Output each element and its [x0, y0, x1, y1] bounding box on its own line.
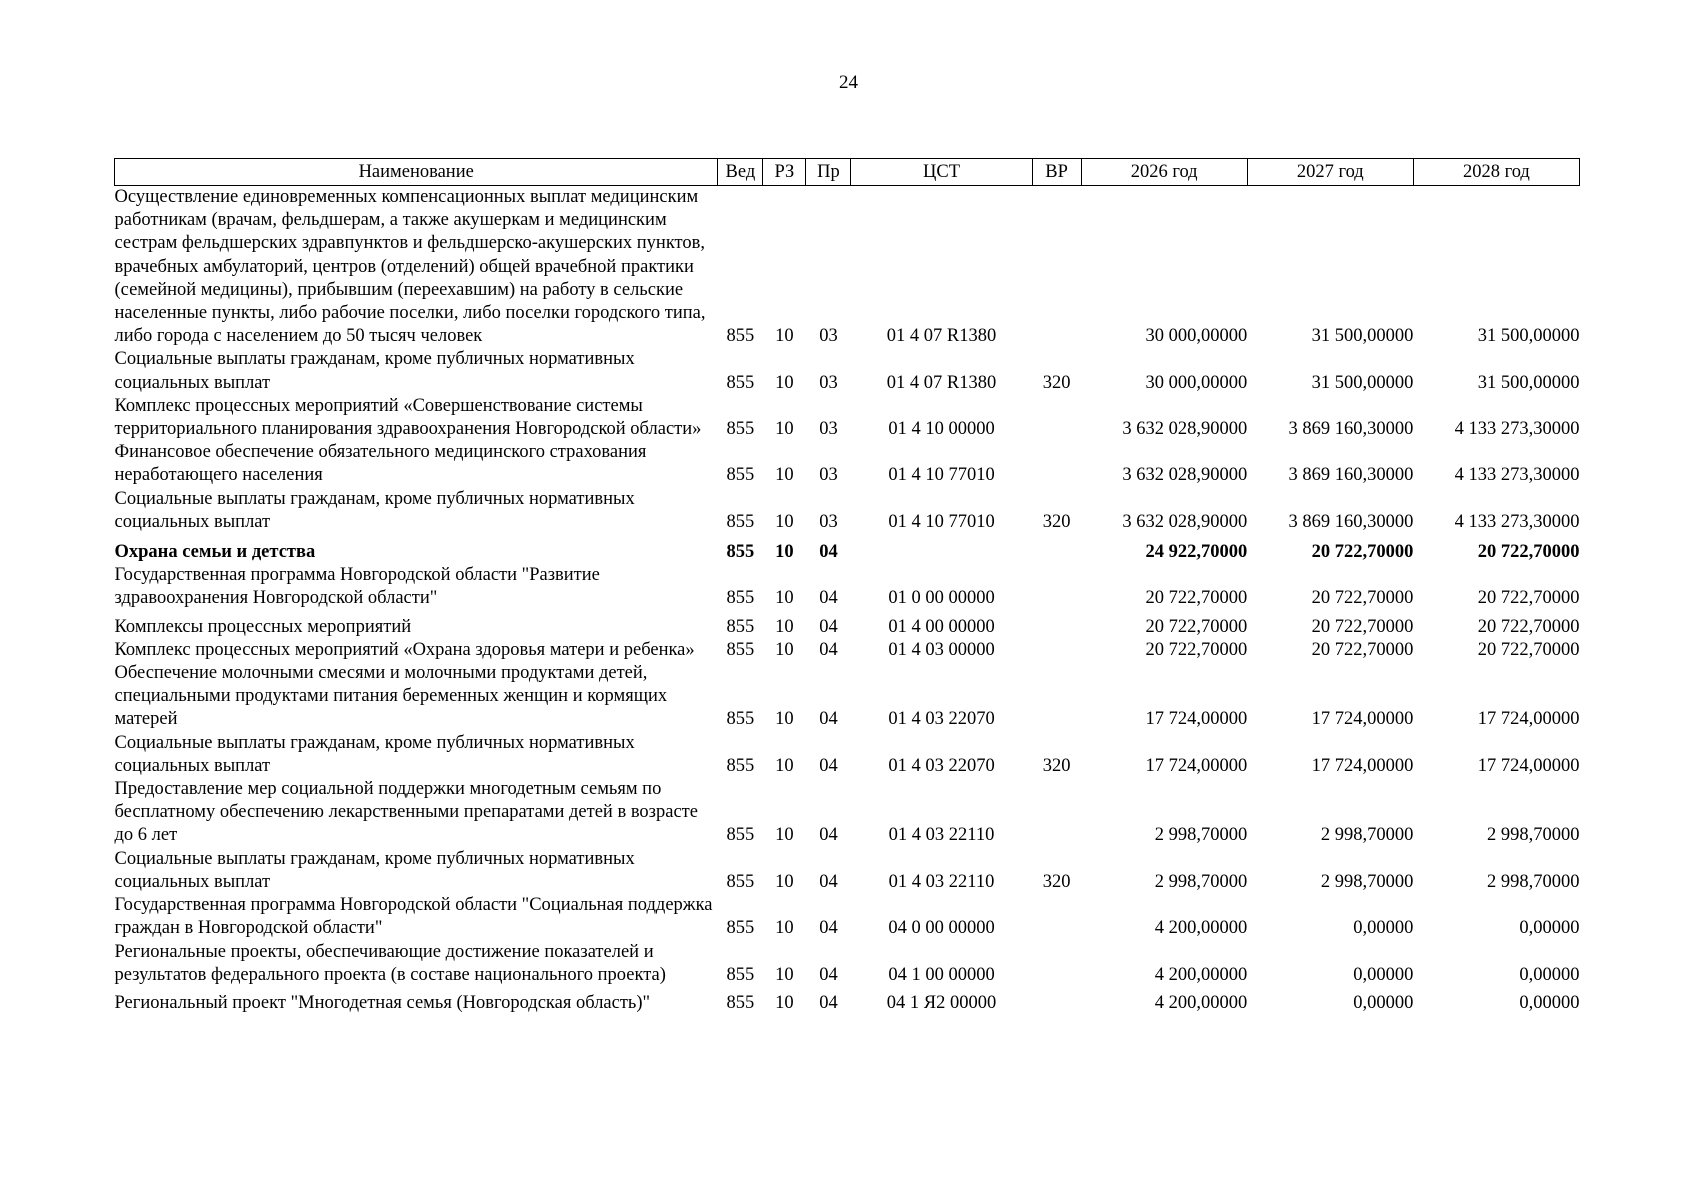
- cell-name: Предоставление мер социальной поддержки многодетным семьям по бесплатному обеспечению лекарственными препаратами детей в возрасте до 6 лет: [114, 779, 698, 846]
- cell-2026: 30 000,00000: [1145, 326, 1248, 347]
- cell-pr: 04: [819, 825, 838, 846]
- cell-vr: [1032, 778, 1081, 848]
- cell-2028: 31 500,00000: [1477, 372, 1580, 393]
- cell-2027: 0,00000: [1353, 992, 1414, 1013]
- cell-cst: 01 4 00 00000: [888, 616, 995, 637]
- cell-pr: 04: [819, 709, 838, 730]
- cell-pr: 03: [819, 511, 838, 532]
- table-row: [115, 564, 1580, 610]
- cell-rz: 10: [775, 326, 794, 347]
- cell-2026: 17 724,00000: [1145, 755, 1248, 776]
- cell-name: Финансовое обеспечение обязательного медицинского страхования неработающего населения: [114, 442, 647, 486]
- cell-cst: 01 4 03 22070: [888, 709, 995, 730]
- cell-2026: 3 632 028,90000: [1122, 465, 1248, 486]
- cell-ved: 855: [726, 639, 755, 660]
- cell-2028: 0,00000: [1519, 918, 1580, 939]
- cell-2028: 20 722,70000: [1477, 616, 1580, 637]
- cell-ved: 855: [726, 755, 755, 776]
- cell-name: Осуществление единовременных компенсационных выплат медицинским работникам (врачам, фельдшерам, а также акушеркам и медицинским сестрам фельдшерских здравпунктов и фельдшерско-акушерских пунктов, врачебных амбулаторий, центров (отделений) общей врачебной практики (семейной медицины), прибывшим (переехавшим) на работу в сельские населенные пункты, либо рабочие поселки, либо поселки городского типа, либо города с населением до 50 тысяч человек: [114, 187, 706, 347]
- cell-2027: 3 869 160,30000: [1288, 465, 1414, 486]
- cell-rz: 10: [775, 588, 794, 609]
- cell-2028: 2 998,70000: [1487, 871, 1580, 892]
- cell-rz: 10: [775, 964, 794, 985]
- cell-2028: 0,00000: [1519, 992, 1580, 1013]
- cell-ved: 855: [726, 616, 755, 637]
- cell-2026: 4 200,00000: [1154, 964, 1248, 985]
- header-vr: ВР: [1032, 159, 1081, 186]
- cell-2026: 2 998,70000: [1154, 871, 1248, 892]
- cell-ved: 855: [726, 871, 755, 892]
- cell-vr: [1032, 611, 1081, 639]
- cell-ved: 855: [726, 825, 755, 846]
- cell-2028: 20 722,70000: [1477, 639, 1580, 660]
- cell-2026: 4 200,00000: [1154, 992, 1248, 1013]
- cell-2026: 3 632 028,90000: [1122, 511, 1248, 532]
- table-row: [115, 639, 1580, 662]
- cell-2026: 4 200,00000: [1154, 918, 1248, 939]
- cell-name: Государственная программа Новгородской области "Социальная поддержка граждан в Новгородской области": [114, 895, 713, 939]
- cell-vr: 320: [1042, 871, 1071, 892]
- cell-vr: 320: [1042, 511, 1071, 532]
- cell-ved: 855: [726, 964, 755, 985]
- cell-rz: 10: [775, 465, 794, 486]
- cell-2027: 2 998,70000: [1320, 871, 1414, 892]
- cell-vr: [1032, 441, 1081, 487]
- cell-2028: 17 724,00000: [1477, 755, 1580, 776]
- cell-cst: 04 1 Я2 00000: [886, 992, 997, 1013]
- table-row: [115, 987, 1580, 1015]
- table-row: [115, 662, 1580, 732]
- cell-rz: 10: [775, 918, 794, 939]
- cell-cst: 01 4 07 R1380: [886, 372, 997, 393]
- cell-2028: 4 133 273,30000: [1454, 465, 1580, 486]
- cell-2026: 20 722,70000: [1145, 616, 1248, 637]
- table-row: [115, 186, 1580, 349]
- cell-cst: 01 4 03 22070: [888, 755, 995, 776]
- cell-ved: 855: [726, 372, 755, 393]
- cell-ved: 855: [726, 709, 755, 730]
- cell-2027: 0,00000: [1353, 964, 1414, 985]
- cell-vr: [1032, 534, 1081, 564]
- cell-2026: 24 922,70000: [1145, 542, 1248, 563]
- header-2027: 2027 год: [1247, 159, 1413, 186]
- cell-cst: 01 4 03 22110: [888, 825, 995, 846]
- cell-2028: 4 133 273,30000: [1454, 419, 1580, 440]
- cell-ved: 855: [726, 419, 755, 440]
- table-row: [115, 732, 1580, 778]
- cell-2026: 2 998,70000: [1154, 825, 1248, 846]
- cell-2026: 17 724,00000: [1145, 709, 1248, 730]
- cell-cst: 01 4 03 22110: [888, 871, 995, 892]
- cell-pr: 03: [819, 372, 838, 393]
- cell-pr: 04: [819, 918, 838, 939]
- cell-rz: 10: [775, 372, 794, 393]
- cell-pr: 04: [819, 588, 838, 609]
- cell-name: Социальные выплаты гражданам, кроме публичных нормативных социальных выплат: [114, 488, 635, 532]
- cell-pr: 04: [819, 992, 838, 1013]
- cell-pr: 04: [819, 639, 838, 660]
- cell-vr: [1032, 894, 1081, 940]
- cell-cst: 01 4 07 R1380: [886, 326, 997, 347]
- cell-cst: 01 4 10 77010: [888, 465, 995, 486]
- cell-vr: [1032, 987, 1081, 1015]
- cell-2028: 20 722,70000: [1477, 542, 1580, 563]
- cell-pr: 04: [819, 964, 838, 985]
- cell-cst: 04 0 00 00000: [888, 918, 995, 939]
- table-row: [115, 488, 1580, 534]
- cell-2028: 31 500,00000: [1477, 326, 1580, 347]
- header-ved: Вед: [718, 159, 763, 186]
- cell-rz: 10: [775, 542, 794, 563]
- cell-ved: 855: [726, 542, 755, 563]
- cell-vr: 320: [1042, 755, 1071, 776]
- cell-name: Региональный проект "Многодетная семья (Новгородская область)": [114, 992, 651, 1013]
- cell-2027: 20 722,70000: [1311, 542, 1414, 563]
- cell-pr: 03: [819, 465, 838, 486]
- cell-ved: 855: [726, 992, 755, 1013]
- cell-2026: 3 632 028,90000: [1122, 419, 1248, 440]
- cell-cst: [851, 534, 1032, 564]
- table-row-section-total: [115, 534, 1580, 564]
- cell-rz: 10: [775, 755, 794, 776]
- table-row: [115, 611, 1580, 639]
- cell-vr: [1032, 395, 1081, 441]
- cell-cst: 04 1 00 00000: [888, 964, 995, 985]
- cell-name: Социальные выплаты гражданам, кроме публичных нормативных социальных выплат: [114, 848, 635, 892]
- cell-vr: [1032, 564, 1081, 610]
- table-row: [115, 441, 1580, 487]
- cell-2027: 17 724,00000: [1311, 755, 1414, 776]
- cell-2026: 30 000,00000: [1145, 372, 1248, 393]
- table-row: [115, 348, 1580, 394]
- page-number: 24: [839, 72, 858, 93]
- cell-rz: 10: [775, 639, 794, 660]
- cell-cst: 01 4 10 00000: [888, 419, 995, 440]
- cell-cst: 01 4 03 00000: [888, 639, 995, 660]
- cell-cst: 01 0 00 00000: [888, 588, 995, 609]
- cell-rz: 10: [775, 419, 794, 440]
- cell-rz: 10: [775, 992, 794, 1013]
- cell-2026: 20 722,70000: [1145, 588, 1248, 609]
- cell-pr: 04: [819, 755, 838, 776]
- cell-rz: 10: [775, 616, 794, 637]
- cell-pr: 03: [819, 419, 838, 440]
- cell-rz: 10: [775, 871, 794, 892]
- cell-2027: 3 869 160,30000: [1288, 511, 1414, 532]
- cell-name: Обеспечение молочными смесями и молочными продуктами детей, специальными продуктами питания беременных женщин и кормящих матерей: [114, 663, 668, 730]
- cell-2028: 20 722,70000: [1477, 588, 1580, 609]
- cell-name: Социальные выплаты гражданам, кроме публичных нормативных социальных выплат: [114, 732, 635, 776]
- cell-ved: 855: [726, 465, 755, 486]
- cell-ved: 855: [726, 326, 755, 347]
- table-row: [115, 778, 1580, 848]
- cell-vr: [1032, 941, 1081, 987]
- cell-2026: 20 722,70000: [1145, 639, 1248, 660]
- cell-2027: 0,00000: [1353, 918, 1414, 939]
- cell-2027: 31 500,00000: [1311, 372, 1414, 393]
- header-name: Наименование: [115, 159, 718, 186]
- header-cst: ЦСТ: [851, 159, 1032, 186]
- cell-pr: 04: [819, 616, 838, 637]
- cell-2028: 17 724,00000: [1477, 709, 1580, 730]
- budget-table: [114, 158, 1580, 1015]
- cell-rz: 10: [775, 511, 794, 532]
- cell-pr: 04: [819, 542, 838, 563]
- cell-ved: 855: [726, 511, 755, 532]
- cell-2027: 17 724,00000: [1311, 709, 1414, 730]
- header-2028: 2028 год: [1413, 159, 1579, 186]
- cell-ved: 855: [726, 918, 755, 939]
- cell-cst: 01 4 10 77010: [888, 511, 995, 532]
- cell-vr: 320: [1042, 372, 1071, 393]
- cell-2027: 20 722,70000: [1311, 588, 1414, 609]
- cell-name: Региональные проекты, обеспечивающие достижение показателей и результатов федерального проекта (в составе национального проекта): [114, 941, 666, 985]
- cell-name: Охрана семьи и детства: [114, 542, 316, 563]
- cell-2027: 2 998,70000: [1320, 825, 1414, 846]
- cell-vr: [1032, 639, 1081, 662]
- cell-ved: 855: [726, 588, 755, 609]
- table-row: [115, 395, 1580, 441]
- header-2026: 2026 год: [1081, 159, 1247, 186]
- header-pr: Пр: [806, 159, 851, 186]
- cell-name: Комплекс процессных мероприятий «Охрана здоровья матери и ребенка»: [114, 639, 695, 660]
- cell-2027: 20 722,70000: [1311, 639, 1414, 660]
- table-row: [115, 941, 1580, 987]
- cell-name: Комплексы процессных мероприятий: [114, 616, 412, 637]
- cell-rz: 10: [775, 825, 794, 846]
- cell-2028: 2 998,70000: [1487, 825, 1580, 846]
- cell-2027: 3 869 160,30000: [1288, 419, 1414, 440]
- cell-2028: 4 133 273,30000: [1454, 511, 1580, 532]
- cell-pr: 03: [819, 326, 838, 347]
- cell-name: Государственная программа Новгородской области "Развитие здравоохранения Новгородской области": [114, 565, 600, 609]
- cell-2027: 31 500,00000: [1311, 326, 1414, 347]
- cell-name: Социальные выплаты гражданам, кроме публичных нормативных социальных выплат: [114, 349, 635, 393]
- cell-rz: 10: [775, 709, 794, 730]
- cell-2027: 20 722,70000: [1311, 616, 1414, 637]
- cell-2028: 0,00000: [1519, 964, 1580, 985]
- header-rz: РЗ: [763, 159, 806, 186]
- cell-name: Комплекс процессных мероприятий «Совершенствование системы территориального планирования здравоохранения Новгородской области»: [114, 395, 702, 440]
- table-row: [115, 848, 1580, 894]
- cell-pr: 04: [819, 871, 838, 892]
- cell-vr: [1032, 186, 1081, 349]
- table-header-row: [115, 159, 1580, 186]
- cell-vr: [1032, 662, 1081, 732]
- table-row: [115, 894, 1580, 940]
